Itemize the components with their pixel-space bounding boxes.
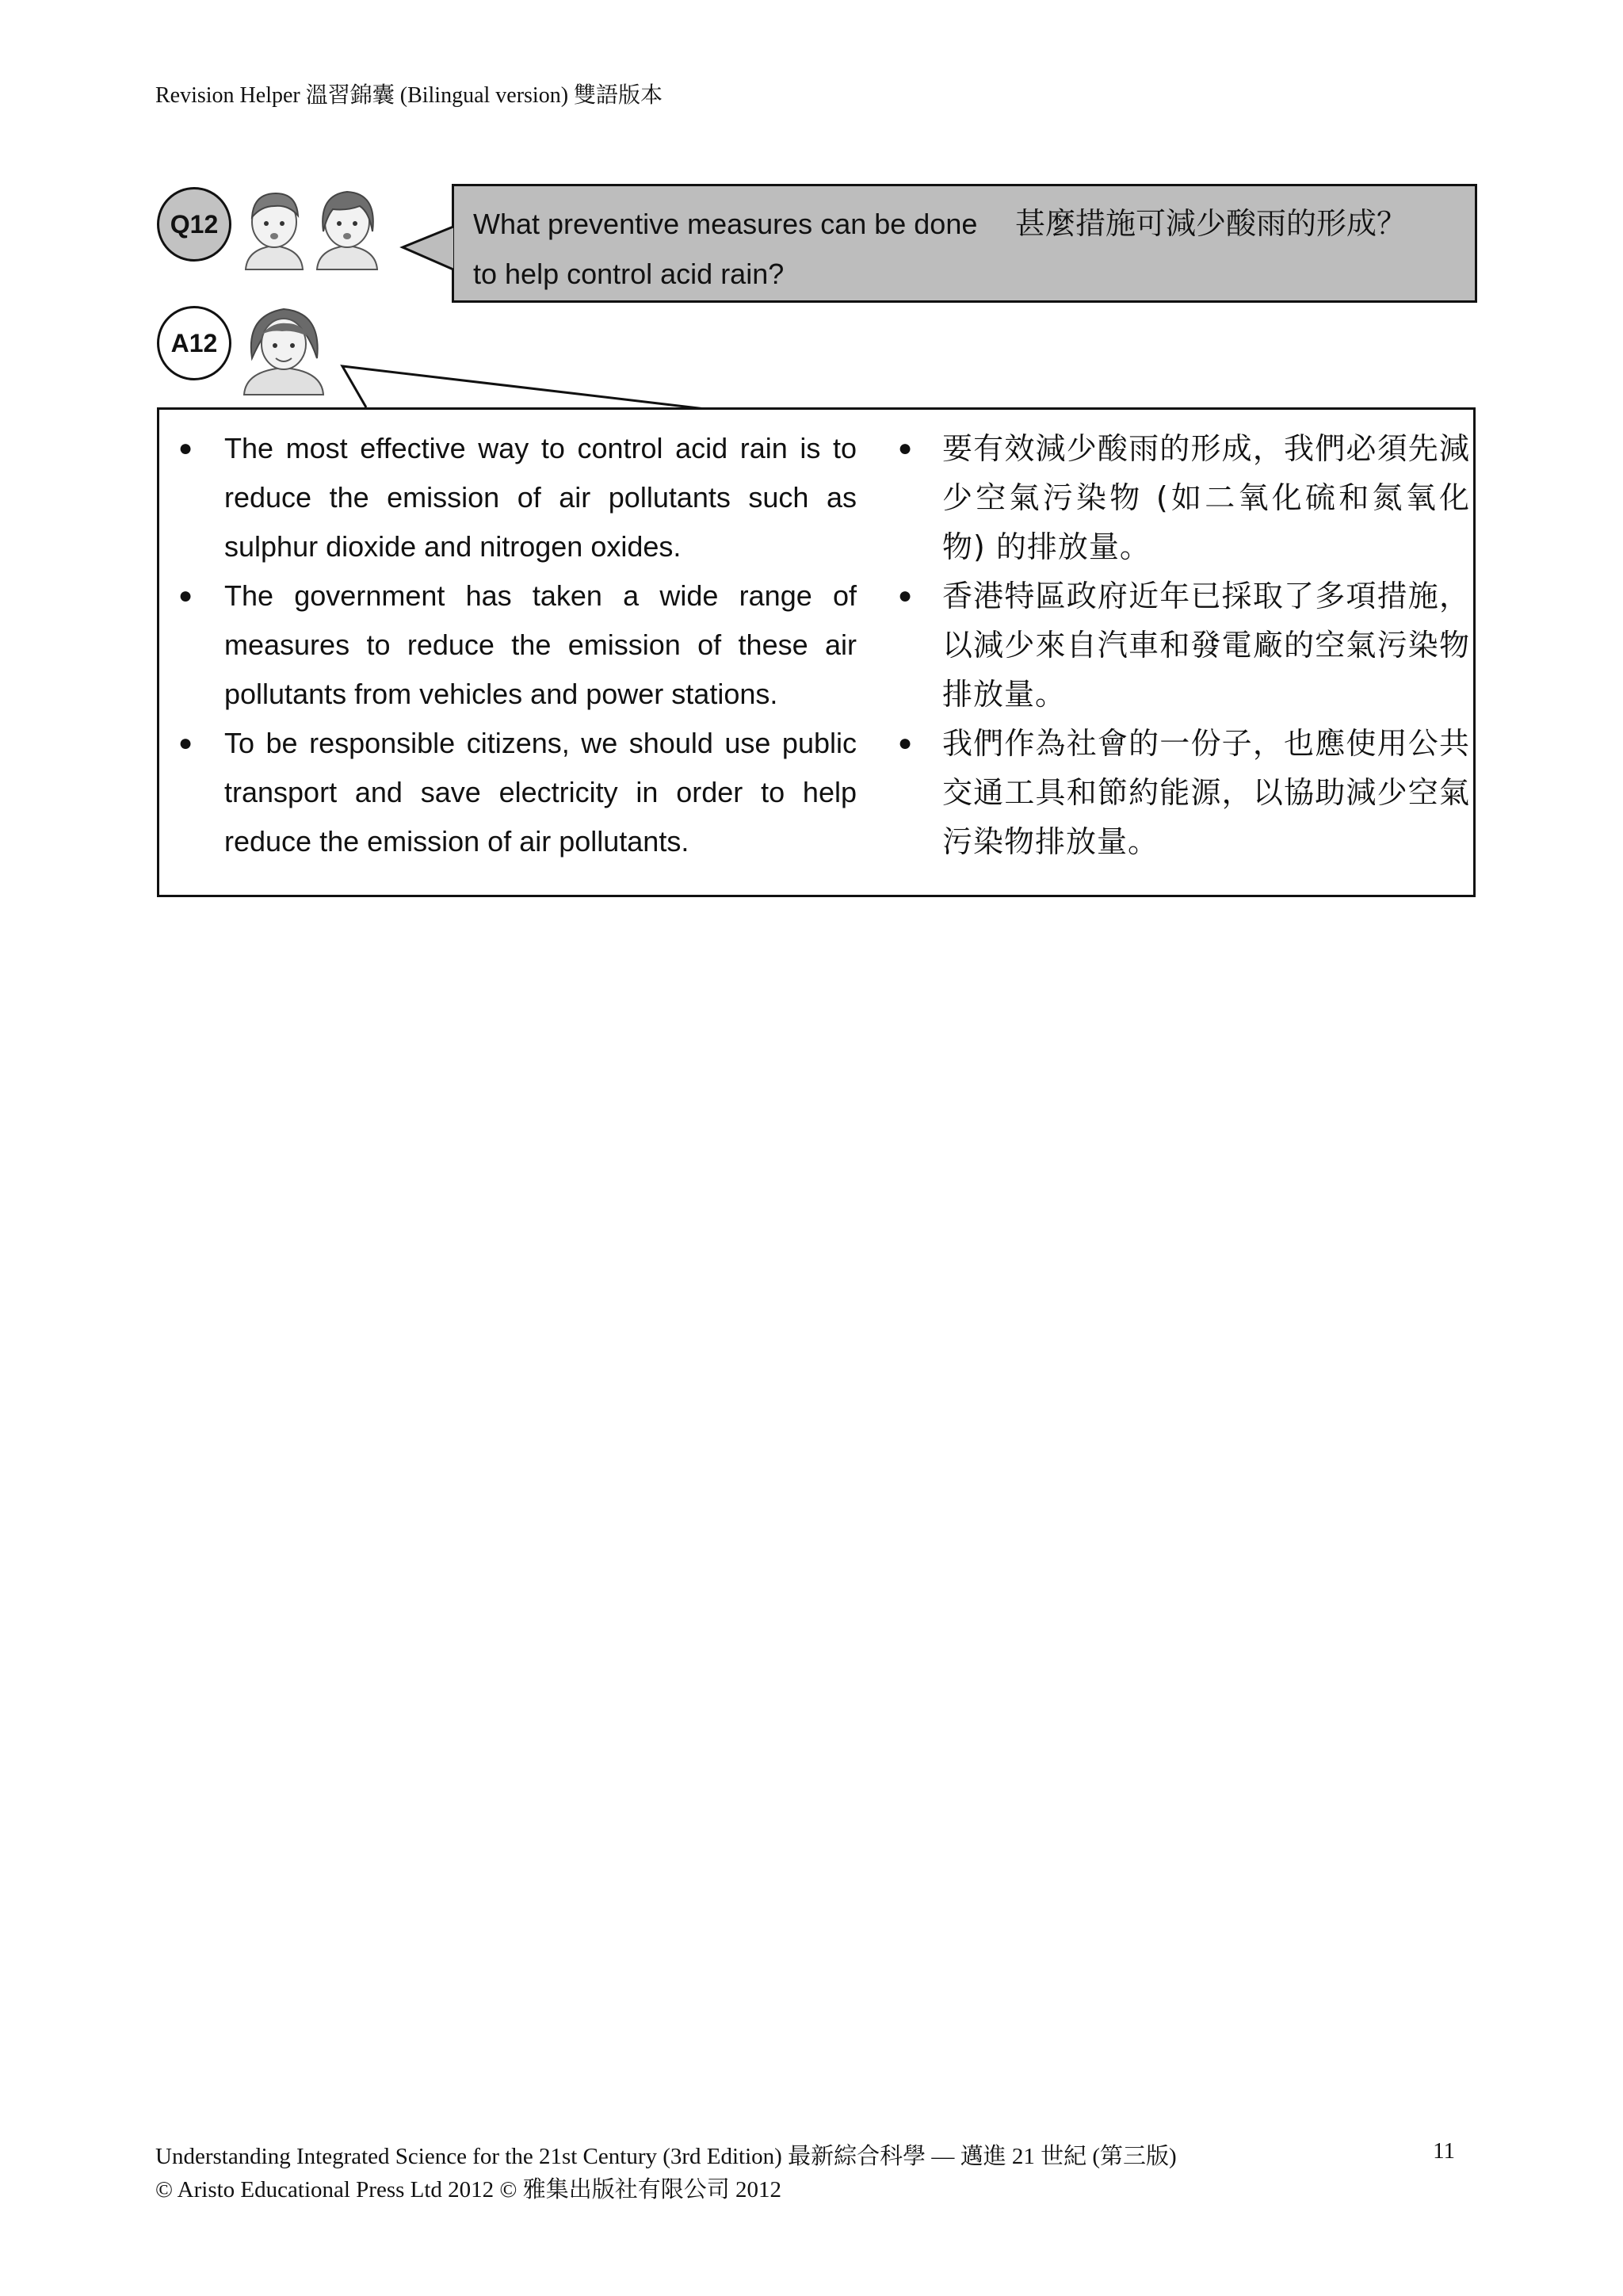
- question-speech-bubble: [452, 184, 1477, 303]
- answer-point-chinese-2: 香港特區政府近年已採取了多項措施，以減少來自汽車和發電廠的空氣污染物排放量。: [942, 579, 1470, 712]
- students-illustration: [230, 176, 396, 271]
- answer-box: [157, 407, 1476, 897]
- question-text-english: What preventive measures can be done to help control acid rain?: [473, 208, 978, 290]
- list-item: [895, 424, 1470, 571]
- list-item: [175, 719, 857, 866]
- footer-book-title: Understanding Integrated Science for the 21st Century (3rd Edition) 最新綜合科學 — 邁進 21 世紀 (第三版): [155, 2144, 1177, 2169]
- answer-point-chinese-1: 要有效減少酸雨的形成，我們必須先減少空氣污染物 (如二氧化硫和氮氧化物) 的排放量。: [942, 431, 1470, 564]
- running-header: Revision Helper 溫習錦囊 (Bilingual version) 雙語版本: [155, 83, 663, 108]
- footer-copyright: © Aristo Educational Press Ltd 2012 © 雅集出版社有限公司 2012: [155, 2177, 781, 2202]
- answer-point-english-1: The most effective way to control acid rain is to reduce the emission of air pollutants such as sulphur dioxide and nitrogen oxides.: [224, 432, 857, 563]
- list-item: [175, 571, 857, 719]
- page-footer: [155, 2138, 1455, 2204]
- bullet-icon: ●: [898, 730, 913, 756]
- question-text-chinese: 甚麼措施可減少酸雨的形成？: [1015, 206, 1407, 241]
- question-badge: Q12: [157, 187, 231, 262]
- answer-english-column: [175, 424, 857, 866]
- answer-point-chinese-3: 我們作為社會的一份子，也應使用公共交通工具和節約能源，以協助減少空氣污染物排放量。: [942, 726, 1470, 859]
- answer-badge: A12: [157, 306, 231, 380]
- page-number: 11: [1433, 2138, 1455, 2164]
- list-item: [895, 719, 1470, 866]
- list-item: [895, 571, 1470, 719]
- teacher-illustration: [238, 295, 333, 396]
- bullet-icon: ●: [178, 435, 193, 461]
- bullet-icon: ●: [178, 730, 193, 756]
- answer-chinese-column: [895, 424, 1470, 866]
- bullet-icon: ●: [898, 435, 913, 461]
- answer-point-english-3: To be responsible citizens, we should use public transport and save electricity in order to help reduce the emission of air pollutants.: [224, 727, 857, 858]
- list-item: [175, 424, 857, 571]
- answer-point-english-2: The government has taken a wide range of measures to reduce the emission of these air pollutants from vehicles and power stations.: [224, 579, 857, 710]
- bullet-icon: ●: [898, 583, 913, 609]
- bullet-icon: ●: [178, 583, 193, 609]
